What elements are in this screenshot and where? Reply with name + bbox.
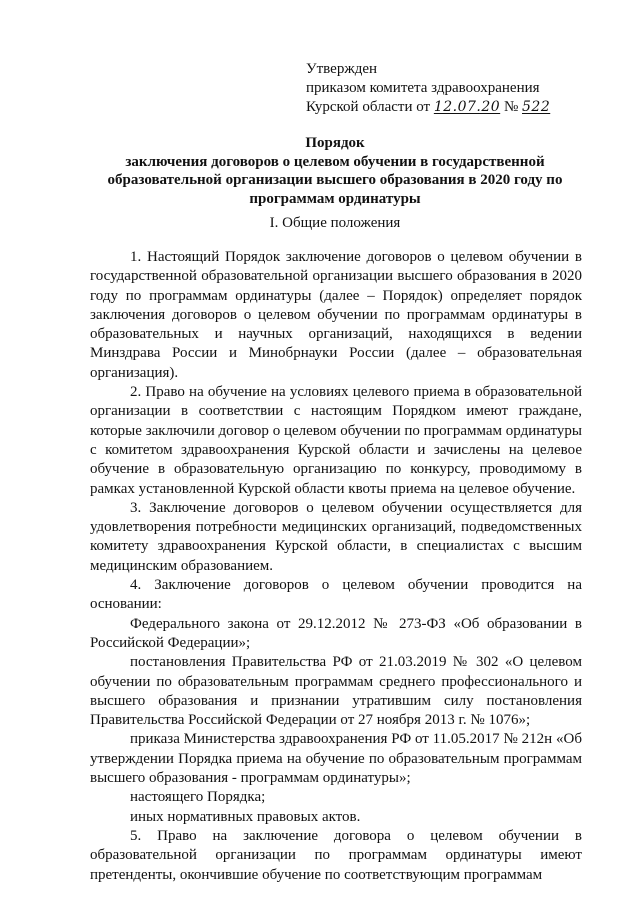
approval-number-handwritten: 522 bbox=[522, 99, 551, 115]
approval-region-prefix: Курской области от bbox=[306, 99, 431, 115]
approval-line-order: приказом комитета здравоохранения bbox=[306, 80, 540, 96]
paragraph-4-law: Федерального закона от 29.12.2012 № 273-ФЗ «Об образовании в Российской Федерации»; bbox=[90, 615, 582, 651]
approval-block bbox=[306, 60, 550, 117]
document-title bbox=[90, 134, 580, 208]
paragraph-4-order: приказа Министерства здравоохранения РФ от 11.05.2017 № 212н «Об утверждении Порядка приема на обучение по образовательным программам высшего образования - программам ординатуры»; bbox=[90, 731, 582, 787]
approval-number-label: № bbox=[503, 99, 519, 115]
paragraph-4-this-procedure: настоящего Порядка; bbox=[130, 789, 266, 806]
document-body bbox=[90, 248, 582, 885]
paragraph-1: 1. Настоящий Порядок заключение договоров о целевом обучении в государственной образовательной организации высшего образования в 2020 году по программам ординатуры (далее – Порядок) определяет порядок заключения договоров о целевом обучении по программам ординатуры в образовательных и научных организаций, находящихся в ведении Минздрава России и Минобрнауки России (далее – образовательная организация). bbox=[90, 249, 582, 381]
paragraph-5: 5. Право на заключение договора о целевом обучении в образовательной организации по программам ординатуры имеют претенденты, окончившие обучение по соответствующим программам bbox=[90, 827, 582, 883]
paragraph-3: 3. Заключение договоров о целевом обучении осуществляется для удовлетворения потребности медицинских организаций, подведомственных комитету здравоохранения Курской области, в специалистах с высшим медицинским образованием. bbox=[90, 499, 582, 574]
approval-line-approved: Утвержден bbox=[306, 61, 378, 77]
paragraph-4-other-acts: иных нормативных правовых актов. bbox=[130, 808, 361, 825]
paragraph-2: 2. Право на обучение на условиях целевого приема в образовательной организации в соответствии с настоящим Порядком имеют граждане, которые заключили договор о целевом обучении по программам ординатуры с комитетом здравоохранения Курской области и зачислены на целевое обучение в образовательную организацию по конкурсу, проводимому в рамках установленной Курской области квоты приема на целевое обучение. bbox=[90, 384, 582, 497]
document-title-subject: заключения договоров о целевом обучении в государственной образовательной организации высшего образования в 2020 году по программам ординатуры bbox=[107, 153, 563, 207]
section-title: I. Общие положения bbox=[269, 215, 401, 231]
approval-line-region-date bbox=[306, 98, 550, 117]
document-title-heading: Порядок bbox=[305, 135, 365, 151]
approval-date-handwritten: 12.07.20 bbox=[433, 99, 501, 115]
paragraph-4: 4. Заключение договоров о целевом обучении проводится на основании: bbox=[90, 577, 582, 613]
paragraph-4-resolution: постановления Правительства РФ от 21.03.2019 № 302 «О целевом обучении по образовательным программам среднего профессионального и высшего образования и признании утратившим силу постановления Правительства Российской Федерации от 27 ноября 2013 г. № 1076»; bbox=[90, 654, 582, 729]
